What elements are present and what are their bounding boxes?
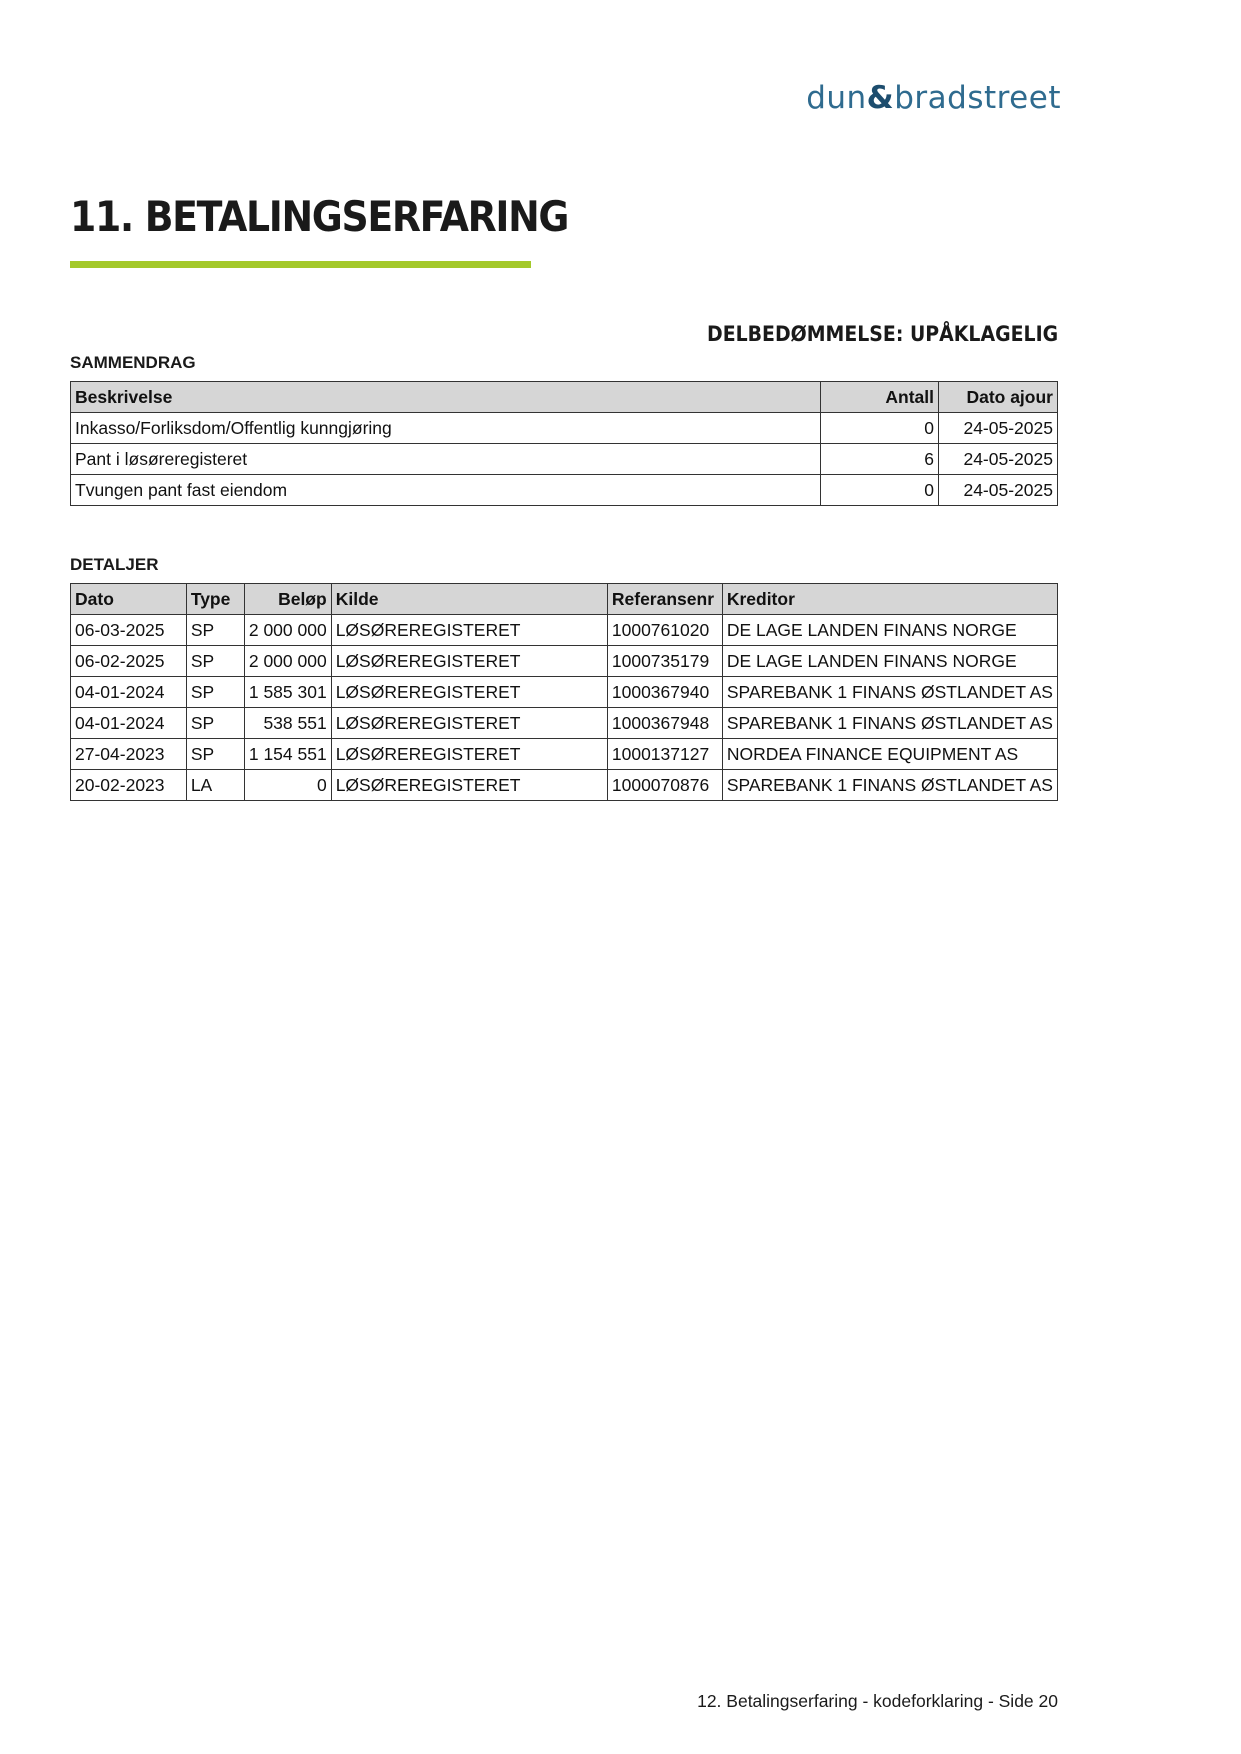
details-cell-type: SP [186, 739, 244, 770]
summary-col-description: Beskrivelse [71, 382, 821, 413]
logo-text-bradstreet: bradstreet [894, 80, 1061, 116]
details-col-reference: Referansenr [607, 584, 722, 615]
details-col-type: Type [186, 584, 244, 615]
details-header-row [71, 584, 1058, 615]
details-cell-amount: 538 551 [244, 708, 331, 739]
details-cell-type: SP [186, 708, 244, 739]
details-cell-date: 04-01-2024 [71, 677, 187, 708]
summary-cell-description: Pant i løsøreregisteret [71, 444, 821, 475]
details-row [71, 739, 1058, 770]
summary-row [71, 413, 1058, 444]
details-cell-creditor: NORDEA FINANCE EQUIPMENT AS [722, 739, 1057, 770]
details-cell-reference: 1000137127 [607, 739, 722, 770]
summary-cell-count: 0 [821, 413, 939, 444]
details-heading: DETALJER [70, 555, 159, 574]
details-cell-type: SP [186, 646, 244, 677]
summary-cell-description: Inkasso/Forliksdom/Offentlig kunngjøring [71, 413, 821, 444]
details-cell-amount: 2 000 000 [244, 615, 331, 646]
details-cell-date: 27-04-2023 [71, 739, 187, 770]
details-row [71, 677, 1058, 708]
details-cell-source: LØSØREREGISTERET [331, 708, 607, 739]
details-col-date: Dato [71, 584, 187, 615]
summary-header-row [71, 382, 1058, 413]
summary-heading: SAMMENDRAG [70, 353, 196, 372]
details-cell-type: LA [186, 770, 244, 801]
details-cell-amount: 1 585 301 [244, 677, 331, 708]
details-cell-amount: 2 000 000 [244, 646, 331, 677]
logo-ampersand: & [866, 80, 895, 116]
details-cell-date: 06-02-2025 [71, 646, 187, 677]
details-cell-source: LØSØREREGISTERET [331, 615, 607, 646]
details-row [71, 708, 1058, 739]
page-footer: 12. Betalingserfaring - kodeforklaring - Side 20 [697, 1691, 1058, 1711]
details-cell-reference: 1000735179 [607, 646, 722, 677]
details-cell-creditor: SPAREBANK 1 FINANS ØSTLANDET AS [722, 770, 1057, 801]
details-cell-reference: 1000367948 [607, 708, 722, 739]
details-cell-amount: 0 [244, 770, 331, 801]
details-cell-type: SP [186, 615, 244, 646]
details-row [71, 615, 1058, 646]
details-cell-creditor: DE LAGE LANDEN FINANS NORGE [722, 615, 1057, 646]
title-underline-bar [70, 261, 531, 268]
summary-cell-count: 0 [821, 475, 939, 506]
details-cell-source: LØSØREREGISTERET [331, 646, 607, 677]
details-cell-reference: 1000367940 [607, 677, 722, 708]
details-col-amount: Beløp [244, 584, 331, 615]
details-cell-date: 20-02-2023 [71, 770, 187, 801]
summary-cell-date: 24-05-2025 [939, 444, 1058, 475]
summary-row [71, 444, 1058, 475]
summary-cell-date: 24-05-2025 [939, 413, 1058, 444]
details-col-creditor: Kreditor [722, 584, 1057, 615]
summary-row [71, 475, 1058, 506]
details-cell-source: LØSØREREGISTERET [331, 770, 607, 801]
rating-label: DELBEDØMMELSE: UPÅKLAGELIG [706, 322, 1058, 346]
dun-bradstreet-logo [806, 80, 1061, 116]
details-cell-source: LØSØREREGISTERET [331, 677, 607, 708]
details-cell-source: LØSØREREGISTERET [331, 739, 607, 770]
details-cell-date: 06-03-2025 [71, 615, 187, 646]
details-row [71, 770, 1058, 801]
details-cell-creditor: SPAREBANK 1 FINANS ØSTLANDET AS [722, 677, 1057, 708]
summary-cell-date: 24-05-2025 [939, 475, 1058, 506]
summary-col-date: Dato ajour [939, 382, 1058, 413]
details-cell-creditor: DE LAGE LANDEN FINANS NORGE [722, 646, 1057, 677]
details-cell-reference: 1000070876 [607, 770, 722, 801]
page-title: 11. BETALINGSERFARING [70, 192, 569, 241]
summary-cell-count: 6 [821, 444, 939, 475]
details-cell-type: SP [186, 677, 244, 708]
summary-col-count: Antall [821, 382, 939, 413]
details-table [70, 583, 1058, 801]
logo-text-dun: dun [806, 80, 867, 116]
details-cell-creditor: SPAREBANK 1 FINANS ØSTLANDET AS [722, 708, 1057, 739]
details-row [71, 646, 1058, 677]
details-cell-reference: 1000761020 [607, 615, 722, 646]
summary-table [70, 381, 1058, 506]
details-col-source: Kilde [331, 584, 607, 615]
details-cell-amount: 1 154 551 [244, 739, 331, 770]
summary-cell-description: Tvungen pant fast eiendom [71, 475, 821, 506]
details-cell-date: 04-01-2024 [71, 708, 187, 739]
